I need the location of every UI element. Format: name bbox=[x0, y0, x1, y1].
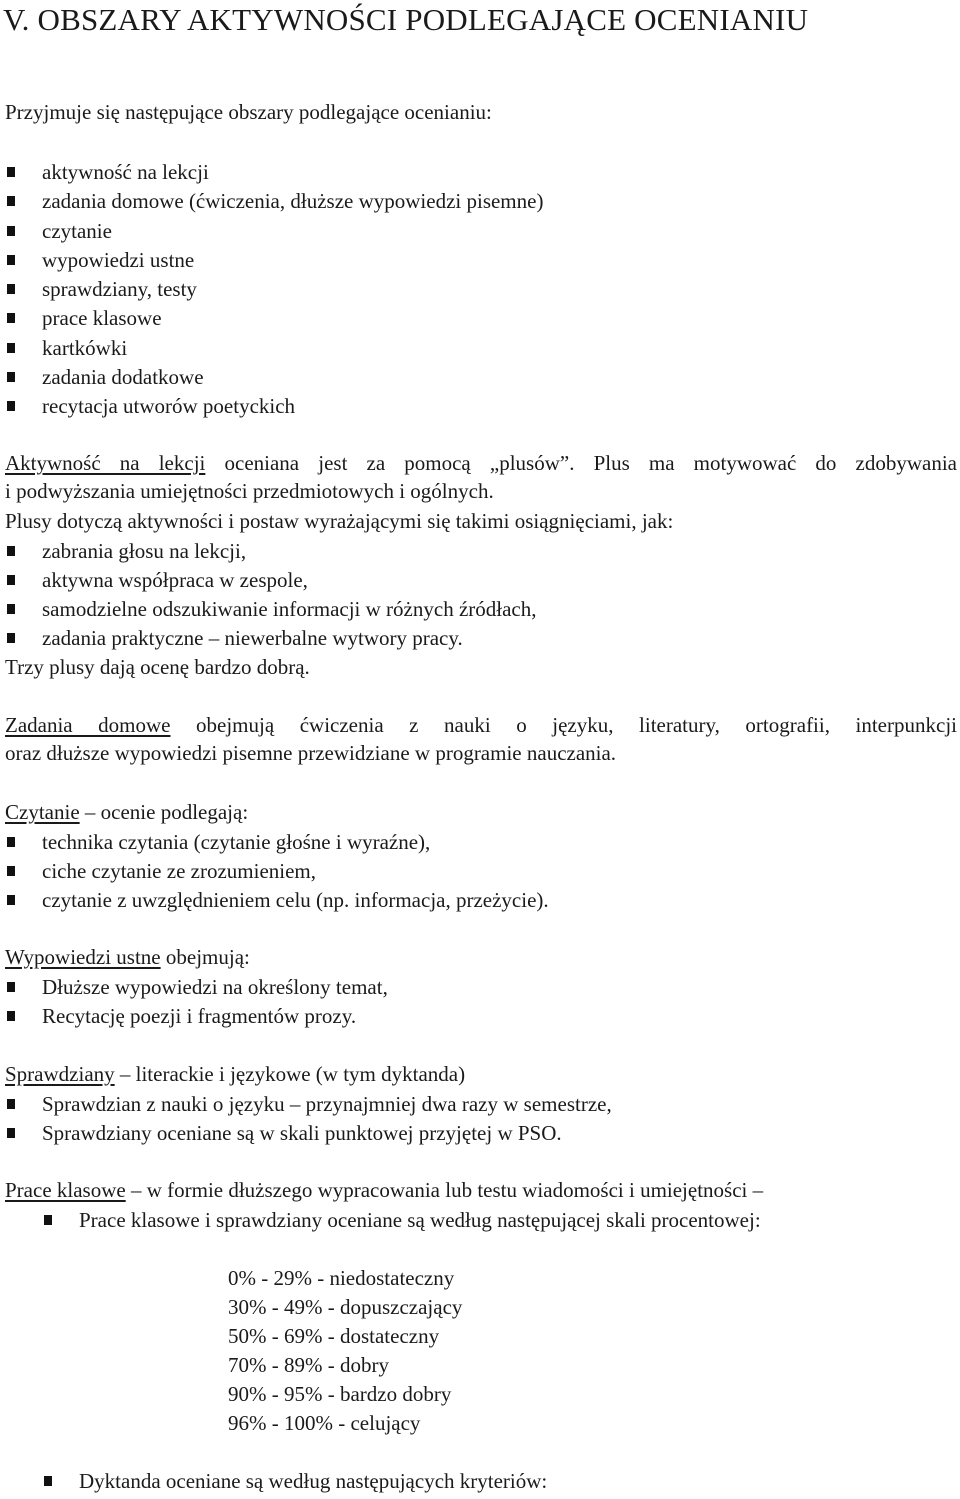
homework-paragraph-line bbox=[5, 711, 957, 740]
list-item: zadania dodatkowe bbox=[5, 363, 543, 392]
list-item: prace klasowe bbox=[5, 304, 543, 333]
list-item: zabrania głosu na lekcji, bbox=[5, 537, 536, 566]
homework-text: obejmują ćwiczenia z nauki o języku, literatury, ortografii, interpunkcji bbox=[170, 713, 957, 737]
list-item: Dłuższe wypowiedzi na określony temat, bbox=[5, 973, 388, 1002]
list-item: czytanie z uwzględnieniem celu (np. informacja, przeżycie). bbox=[5, 886, 549, 915]
oral-list bbox=[5, 973, 388, 1031]
grading-scale bbox=[228, 1264, 462, 1438]
list-item: recytacja utworów poetyckich bbox=[5, 392, 543, 421]
activity-text-line3: Plusy dotyczą aktywności i postaw wyrażającymi się takimi osiągnięciami, jak: bbox=[5, 509, 674, 533]
areas-list bbox=[5, 158, 543, 422]
homework-term: Zadania domowe bbox=[5, 713, 171, 737]
classwork-text: – w formie dłuższego wypracowania lub testu wiadomości i umiejętności – bbox=[125, 1178, 764, 1202]
list-item: sprawdziany, testy bbox=[5, 275, 543, 304]
activity-term: Aktywność na lekcji bbox=[5, 451, 206, 475]
list-item: aktywność na lekcji bbox=[5, 158, 543, 187]
tests-list bbox=[5, 1090, 612, 1148]
scale-row: 30% - 49% - dopuszczający bbox=[228, 1295, 463, 1319]
list-item: samodzielne odszukiwanie informacji w różnych źródłach, bbox=[5, 595, 536, 624]
list-item: zadania praktyczne – niewerbalne wytwory pracy. bbox=[5, 624, 536, 653]
tests-heading bbox=[5, 1061, 465, 1088]
homework-text-line2: oraz dłuższe wypowiedzi pisemne przewidziane w programie nauczania. bbox=[5, 741, 617, 765]
dictation-list bbox=[42, 1467, 547, 1496]
activity-list bbox=[5, 537, 536, 653]
reading-heading bbox=[5, 799, 248, 826]
oral-term: Wypowiedzi ustne bbox=[5, 945, 161, 969]
list-item: Dyktanda oceniane są według następujących kryteriów: bbox=[42, 1467, 547, 1496]
list-item: technika czytania (czytanie głośne i wyraźne), bbox=[5, 828, 549, 857]
activity-text: oceniana jest za pomocą „plusów”. Plus ma motywować do zdobywania bbox=[205, 451, 957, 475]
list-item: zadania domowe (ćwiczenia, dłuższe wypowiedzi pisemne) bbox=[5, 187, 543, 216]
scale-row: 70% - 89% - dobry bbox=[228, 1353, 389, 1377]
classwork-list bbox=[42, 1206, 761, 1235]
list-item: czytanie bbox=[5, 217, 543, 246]
scale-row: 90% - 95% - bardzo dobry bbox=[228, 1382, 452, 1406]
list-item: Sprawdzian z nauki o języku – przynajmniej dwa razy w semestrze, bbox=[5, 1090, 612, 1119]
scale-row: 0% - 29% - niedostateczny bbox=[228, 1266, 455, 1290]
oral-text: obejmują: bbox=[160, 945, 250, 969]
scale-row: 50% - 69% - dostateczny bbox=[228, 1324, 440, 1348]
section-heading: V. OBSZARY AKTYWNOŚCI PODLEGAJĄCE OCENIANIU bbox=[3, 2, 809, 37]
list-item: aktywna współpraca w zespole, bbox=[5, 566, 536, 595]
reading-text: – ocenie podlegają: bbox=[79, 800, 249, 824]
list-item: Recytację poezji i fragmentów prozy. bbox=[5, 1002, 388, 1031]
list-item: Prace klasowe i sprawdziany oceniane są według następującej skali procentowej: bbox=[42, 1206, 761, 1235]
classwork-heading bbox=[5, 1177, 763, 1204]
activity-summary: Trzy plusy dają ocenę bardzo dobrą. bbox=[5, 655, 310, 679]
activity-text-line2: i podwyższania umiejętności przedmiotowych i ogólnych. bbox=[5, 479, 494, 503]
classwork-term: Prace klasowe bbox=[5, 1178, 126, 1202]
tests-text: – literackie i językowe (w tym dyktanda) bbox=[114, 1062, 466, 1086]
scale-row: 96% - 100% - celujący bbox=[228, 1411, 421, 1435]
activity-paragraph-line bbox=[5, 449, 957, 478]
tests-term: Sprawdziany bbox=[5, 1062, 115, 1086]
list-item: wypowiedzi ustne bbox=[5, 246, 543, 275]
list-item: Sprawdziany oceniane są w skali punktowej przyjętej w PSO. bbox=[5, 1119, 612, 1148]
intro-text: Przyjmuje się następujące obszary podlegające ocenianiu: bbox=[5, 100, 492, 124]
reading-term: Czytanie bbox=[5, 800, 80, 824]
oral-heading bbox=[5, 944, 250, 971]
list-item: ciche czytanie ze zrozumieniem, bbox=[5, 857, 549, 886]
reading-list bbox=[5, 828, 549, 915]
list-item: kartkówki bbox=[5, 334, 543, 363]
